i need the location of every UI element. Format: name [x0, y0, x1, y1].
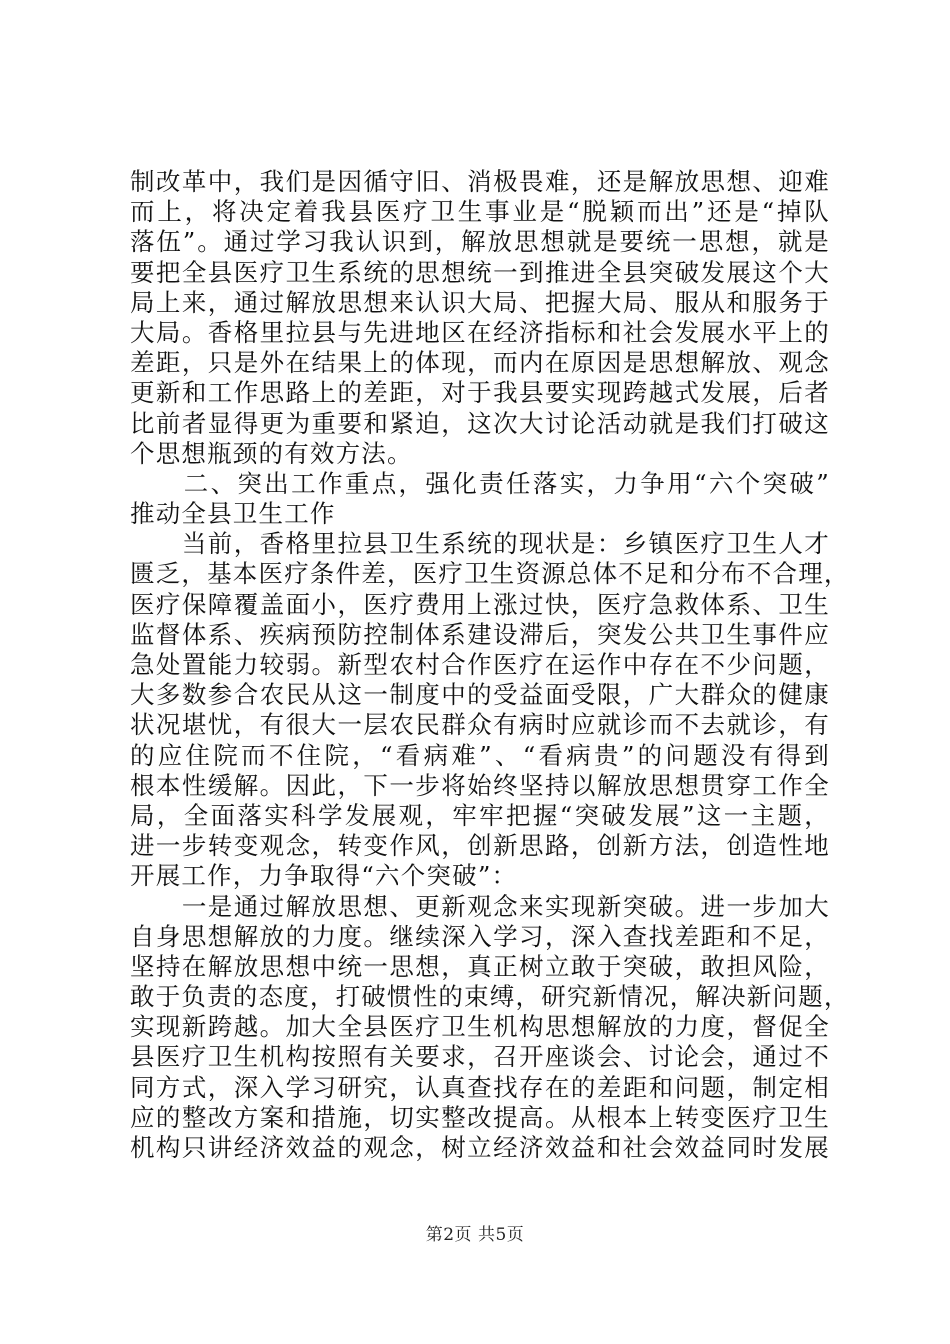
- text-line: 敢于负责的态度，打破惯性的束缚，研究新情况，解决新问题，: [130, 982, 850, 1012]
- text-line: 监督体系、疾病预防控制体系建设滞后，突发公共卫生事件应: [130, 619, 830, 649]
- text-line: 推动全县卫生工作: [130, 499, 336, 529]
- text-line: 的应住院而不住院，“看病难”、“看病贵”的问题没有得到: [130, 740, 830, 770]
- text-line: 局，全面落实科学发展观，牢牢把握“突破发展”这一主题，: [130, 800, 830, 830]
- text-line: 制改革中，我们是因循守旧、消极畏难，还是解放思想、迎难: [130, 167, 830, 196]
- text-line: 大局。香格里拉县与先进地区在经济指标和社会发展水平上的: [130, 317, 830, 347]
- text-line: 开展工作，力争取得“六个突破”：: [130, 861, 518, 891]
- text-line: 匮乏，基本医疗条件差，医疗卫生资源总体不足和分布不合理，: [130, 559, 850, 589]
- text-line: 一是通过解放思想、更新观念来实现新突破。进一步加大: [130, 891, 830, 921]
- text-line: 同方式，深入学习研究，认真查找存在的差距和问题，制定相: [130, 1072, 830, 1102]
- text-line: 差距，只是外在结果上的体现，而内在原因是思想解放、观念: [130, 348, 830, 378]
- text-line: 落伍”。通过学习我认识到，解放思想就是要统一思想，就是: [130, 227, 830, 257]
- text-line: 状况堪忧，有很大一层农民群众有病时应就诊而不去就诊，有: [130, 710, 830, 740]
- text-line: 自身思想解放的力度。继续深入学习，深入查找差距和不足，: [130, 921, 830, 951]
- text-line: 要把全县医疗卫生系统的思想统一到推进全县突破发展这个大: [130, 257, 830, 287]
- text-line: 二、突出工作重点，强化责任落实，力争用“六个突破”: [130, 468, 830, 498]
- text-line: 应的整改方案和措施，切实整改提高。从根本上转变医疗卫生: [130, 1102, 830, 1132]
- text-line: 急处置能力较弱。新型农村合作医疗在运作中存在不少问题，: [130, 650, 830, 679]
- text-line: 个思想瓶颈的有效方法。: [130, 438, 413, 468]
- text-line: 当前，香格里拉县卫生系统的现状是：乡镇医疗卫生人才: [130, 529, 830, 559]
- text-line: 进一步转变观念，转变作风，创新思路，创新方法，创造性地: [130, 831, 830, 861]
- text-line: 实现新跨越。加大全县医疗卫生机构思想解放的力度，督促全: [130, 1012, 830, 1042]
- text-line: 大多数参合农民从这一制度中的受益面受限，广大群众的健康: [130, 680, 830, 710]
- text-line: 坚持在解放思想中统一思想，真正树立敢于突破，敢担风险，: [130, 951, 830, 981]
- text-line: 局上来，通过解放思想来认识大局、把握大局、服从和服务于: [130, 287, 830, 317]
- page-footer: 第2页 共5页: [425, 1225, 525, 1245]
- text-line: 而上，将决定着我县医疗卫生事业是“脱颖而出”还是“掉队: [130, 197, 830, 227]
- text-line: 比前者显得更为重要和紧迫，这次大讨论活动就是我们打破这: [130, 408, 830, 438]
- text-line: 更新和工作思路上的差距，对于我县要实现跨越式发展，后者: [130, 378, 830, 408]
- text-line: 医疗保障覆盖面小，医疗费用上涨过快，医疗急救体系、卫生: [130, 589, 830, 619]
- text-line: 机构只讲经济效益的观念，树立经济效益和社会效益同时发展: [130, 1133, 830, 1162]
- text-line: 根本性缓解。因此，下一步将始终坚持以解放思想贯穿工作全: [130, 770, 830, 800]
- document-body: [130, 167, 850, 1163]
- text-line: 县医疗卫生机构按照有关要求，召开座谈会、讨论会，通过不: [130, 1042, 830, 1072]
